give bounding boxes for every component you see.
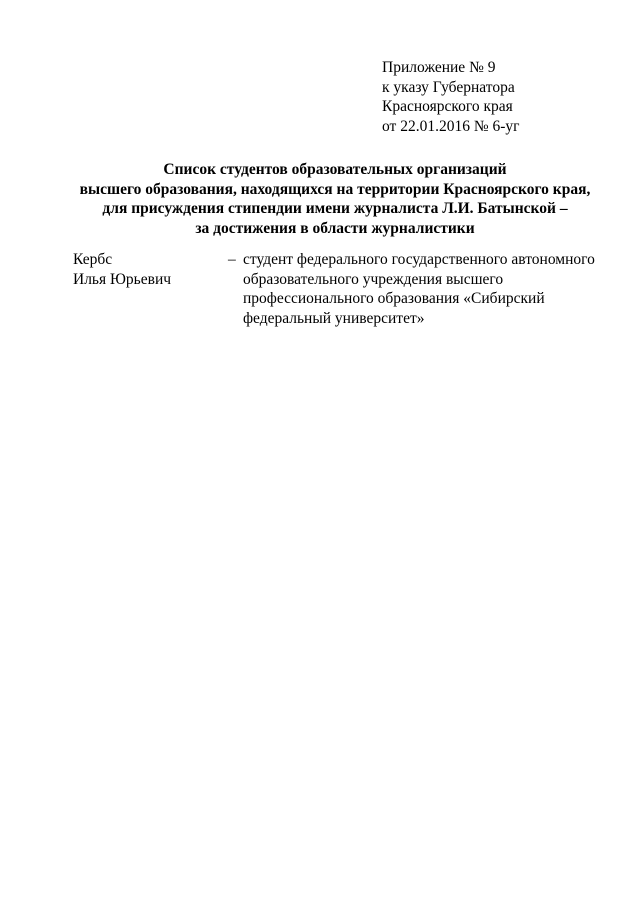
appendix-line: от 22.01.2016 № 6-уг: [382, 117, 520, 135]
title-line: за достижения в области журналистики: [195, 219, 475, 237]
student-description: [243, 250, 595, 328]
description-line: образовательного учреждения высшего: [243, 270, 504, 288]
student-surname: Кербс: [73, 251, 113, 268]
title-line: высшего образования, находящихся на территории Красноярского края,: [79, 180, 591, 198]
title-line: Список студентов образовательных организаций: [163, 161, 507, 178]
student-name: [73, 250, 171, 289]
appendix-line: Красноярского края: [382, 98, 513, 115]
appendix-block: [382, 58, 520, 136]
appendix-line: к указу Губернатора: [382, 78, 515, 96]
title-line: для присуждения стипендии имени журналиста Л.И. Батынской –: [102, 200, 568, 217]
description-line: студент федерального государственного автономного: [243, 251, 595, 268]
document-title: [70, 160, 600, 238]
description-line: профессионального образования «Сибирский: [243, 290, 545, 307]
description-line: федеральный университет»: [243, 309, 425, 327]
appendix-line: Приложение № 9: [382, 59, 496, 76]
entry-dash: –: [228, 251, 236, 268]
student-given-names: Илья Юрьевич: [73, 270, 172, 288]
